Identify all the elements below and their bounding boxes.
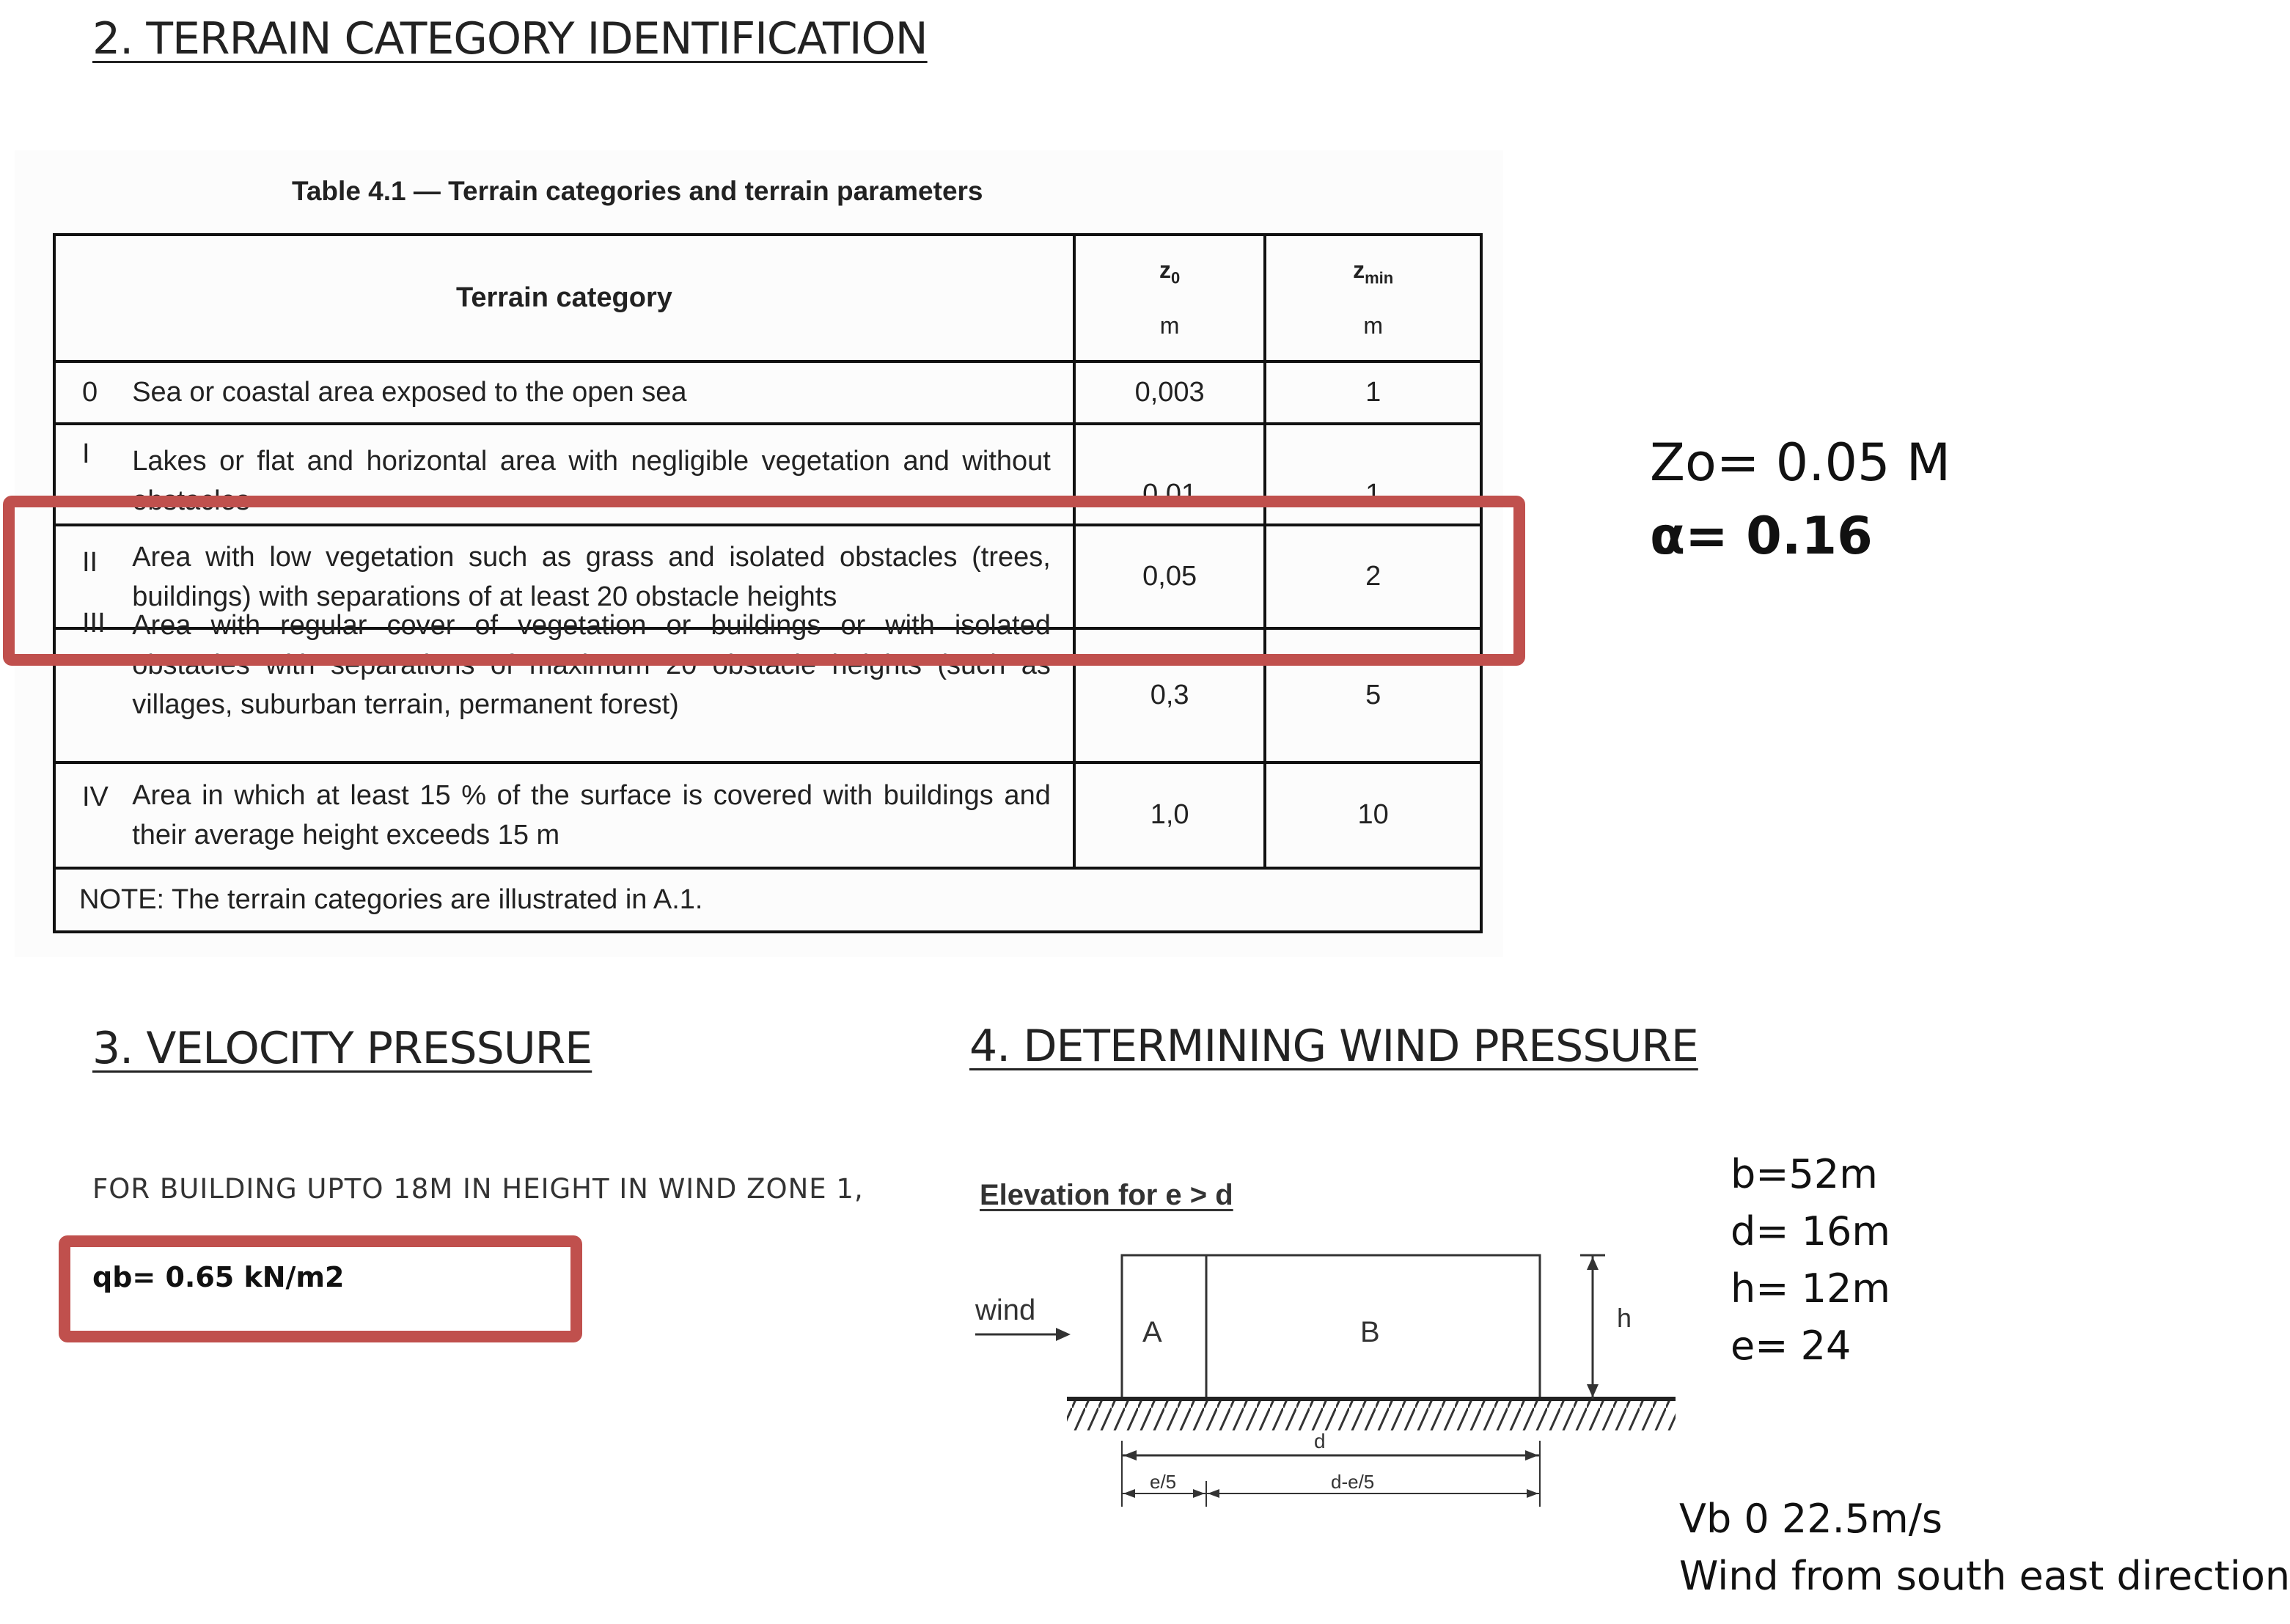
row-z0: 0,003 bbox=[1074, 361, 1266, 424]
vb-value: Vb 0 22.5m/s bbox=[1679, 1496, 1943, 1542]
row-zmin: 10 bbox=[1265, 763, 1481, 869]
d-label: d bbox=[1314, 1430, 1326, 1452]
wind-arrow-head bbox=[1056, 1328, 1071, 1341]
table-note-row bbox=[54, 868, 1481, 932]
velocity-condition-text: FOR BUILDING UPTO 18M IN HEIGHT IN WIND ZONE 1, bbox=[92, 1173, 864, 1205]
h-label: h bbox=[1617, 1303, 1632, 1333]
row-zmin: 1 bbox=[1265, 424, 1481, 526]
row-number: II bbox=[54, 525, 126, 628]
row-description: Area with regular cover of vegetation or buildings or with isolated obstacles with separations of maximum 20 obstacle heights (such as villages, suburban terrain, permanent forest) bbox=[126, 628, 1074, 762]
row-description: Area with low vegetation such as grass and isolated obstacles (trees, buildings) with separations of at least 20 obstacle heights bbox=[126, 525, 1074, 628]
row-description: Lakes or flat and horizontal area with negligible vegetation and without obstacles bbox=[126, 424, 1074, 526]
table-note: NOTE: The terrain categories are illustrated in A.1. bbox=[54, 868, 1481, 932]
zo-result: Zo= 0.05 M bbox=[1650, 433, 1951, 493]
row-number: III bbox=[54, 628, 126, 762]
param-d: d= 16m bbox=[1731, 1208, 1891, 1254]
row-number: I bbox=[54, 424, 126, 526]
qb-value: qb= 0.65 kN/m2 bbox=[92, 1261, 345, 1293]
table-header-row bbox=[54, 235, 1481, 361]
row-z0: 1,0 bbox=[1074, 763, 1266, 869]
row-description: Sea or coastal area exposed to the open sea bbox=[126, 361, 1074, 424]
table-caption: Table 4.1 — Terrain categories and terrain parameters bbox=[292, 176, 983, 206]
row-description: Area in which at least 15 % of the surface is covered with buildings and their average height exceeds 15 m bbox=[126, 763, 1074, 869]
diagram-title: Elevation for e > d bbox=[980, 1179, 1233, 1211]
elevation-diagram bbox=[953, 1232, 1687, 1540]
row-number: IV bbox=[54, 763, 126, 869]
row-number: 0 bbox=[54, 361, 126, 424]
row-zmin: 1 bbox=[1265, 361, 1481, 424]
de5-label: d-e/5 bbox=[1331, 1471, 1375, 1493]
zone-a-label: A bbox=[1142, 1316, 1162, 1348]
header-terrain-category: Terrain category bbox=[54, 235, 1074, 361]
alpha-result: α= 0.16 bbox=[1650, 506, 1873, 566]
table-row bbox=[54, 763, 1481, 869]
ground-hatch bbox=[1067, 1401, 1676, 1430]
row-z0: 0,3 bbox=[1074, 628, 1266, 762]
param-b: b=52m bbox=[1731, 1151, 1878, 1197]
row-z0: 0,05 bbox=[1074, 525, 1266, 628]
section-2-heading: 2. TERRAIN CATEGORY IDENTIFICATION bbox=[92, 13, 928, 65]
wind-label: wind bbox=[975, 1294, 1036, 1326]
param-h: h= 12m bbox=[1731, 1265, 1890, 1312]
section-4-heading: 4. DETERMINING WIND PRESSURE bbox=[969, 1021, 1698, 1072]
row-zmin: 2 bbox=[1265, 525, 1481, 628]
zone-b-label: B bbox=[1360, 1316, 1380, 1348]
header-z0: $z_0$ m bbox=[1074, 235, 1266, 361]
table-row bbox=[54, 361, 1481, 424]
section-3-heading: 3. VELOCITY PRESSURE bbox=[92, 1023, 592, 1074]
param-e: e= 24 bbox=[1731, 1323, 1852, 1369]
e5-label: e/5 bbox=[1150, 1471, 1177, 1493]
row-z0: 0,01 bbox=[1074, 424, 1266, 526]
header-zmin: $z_{min}$ m bbox=[1265, 235, 1481, 361]
wind-direction: Wind from south east direction bbox=[1679, 1553, 2290, 1599]
building-outline bbox=[1122, 1255, 1540, 1399]
row-zmin: 5 bbox=[1265, 628, 1481, 762]
highlight-box-row-ii bbox=[3, 496, 1525, 666]
